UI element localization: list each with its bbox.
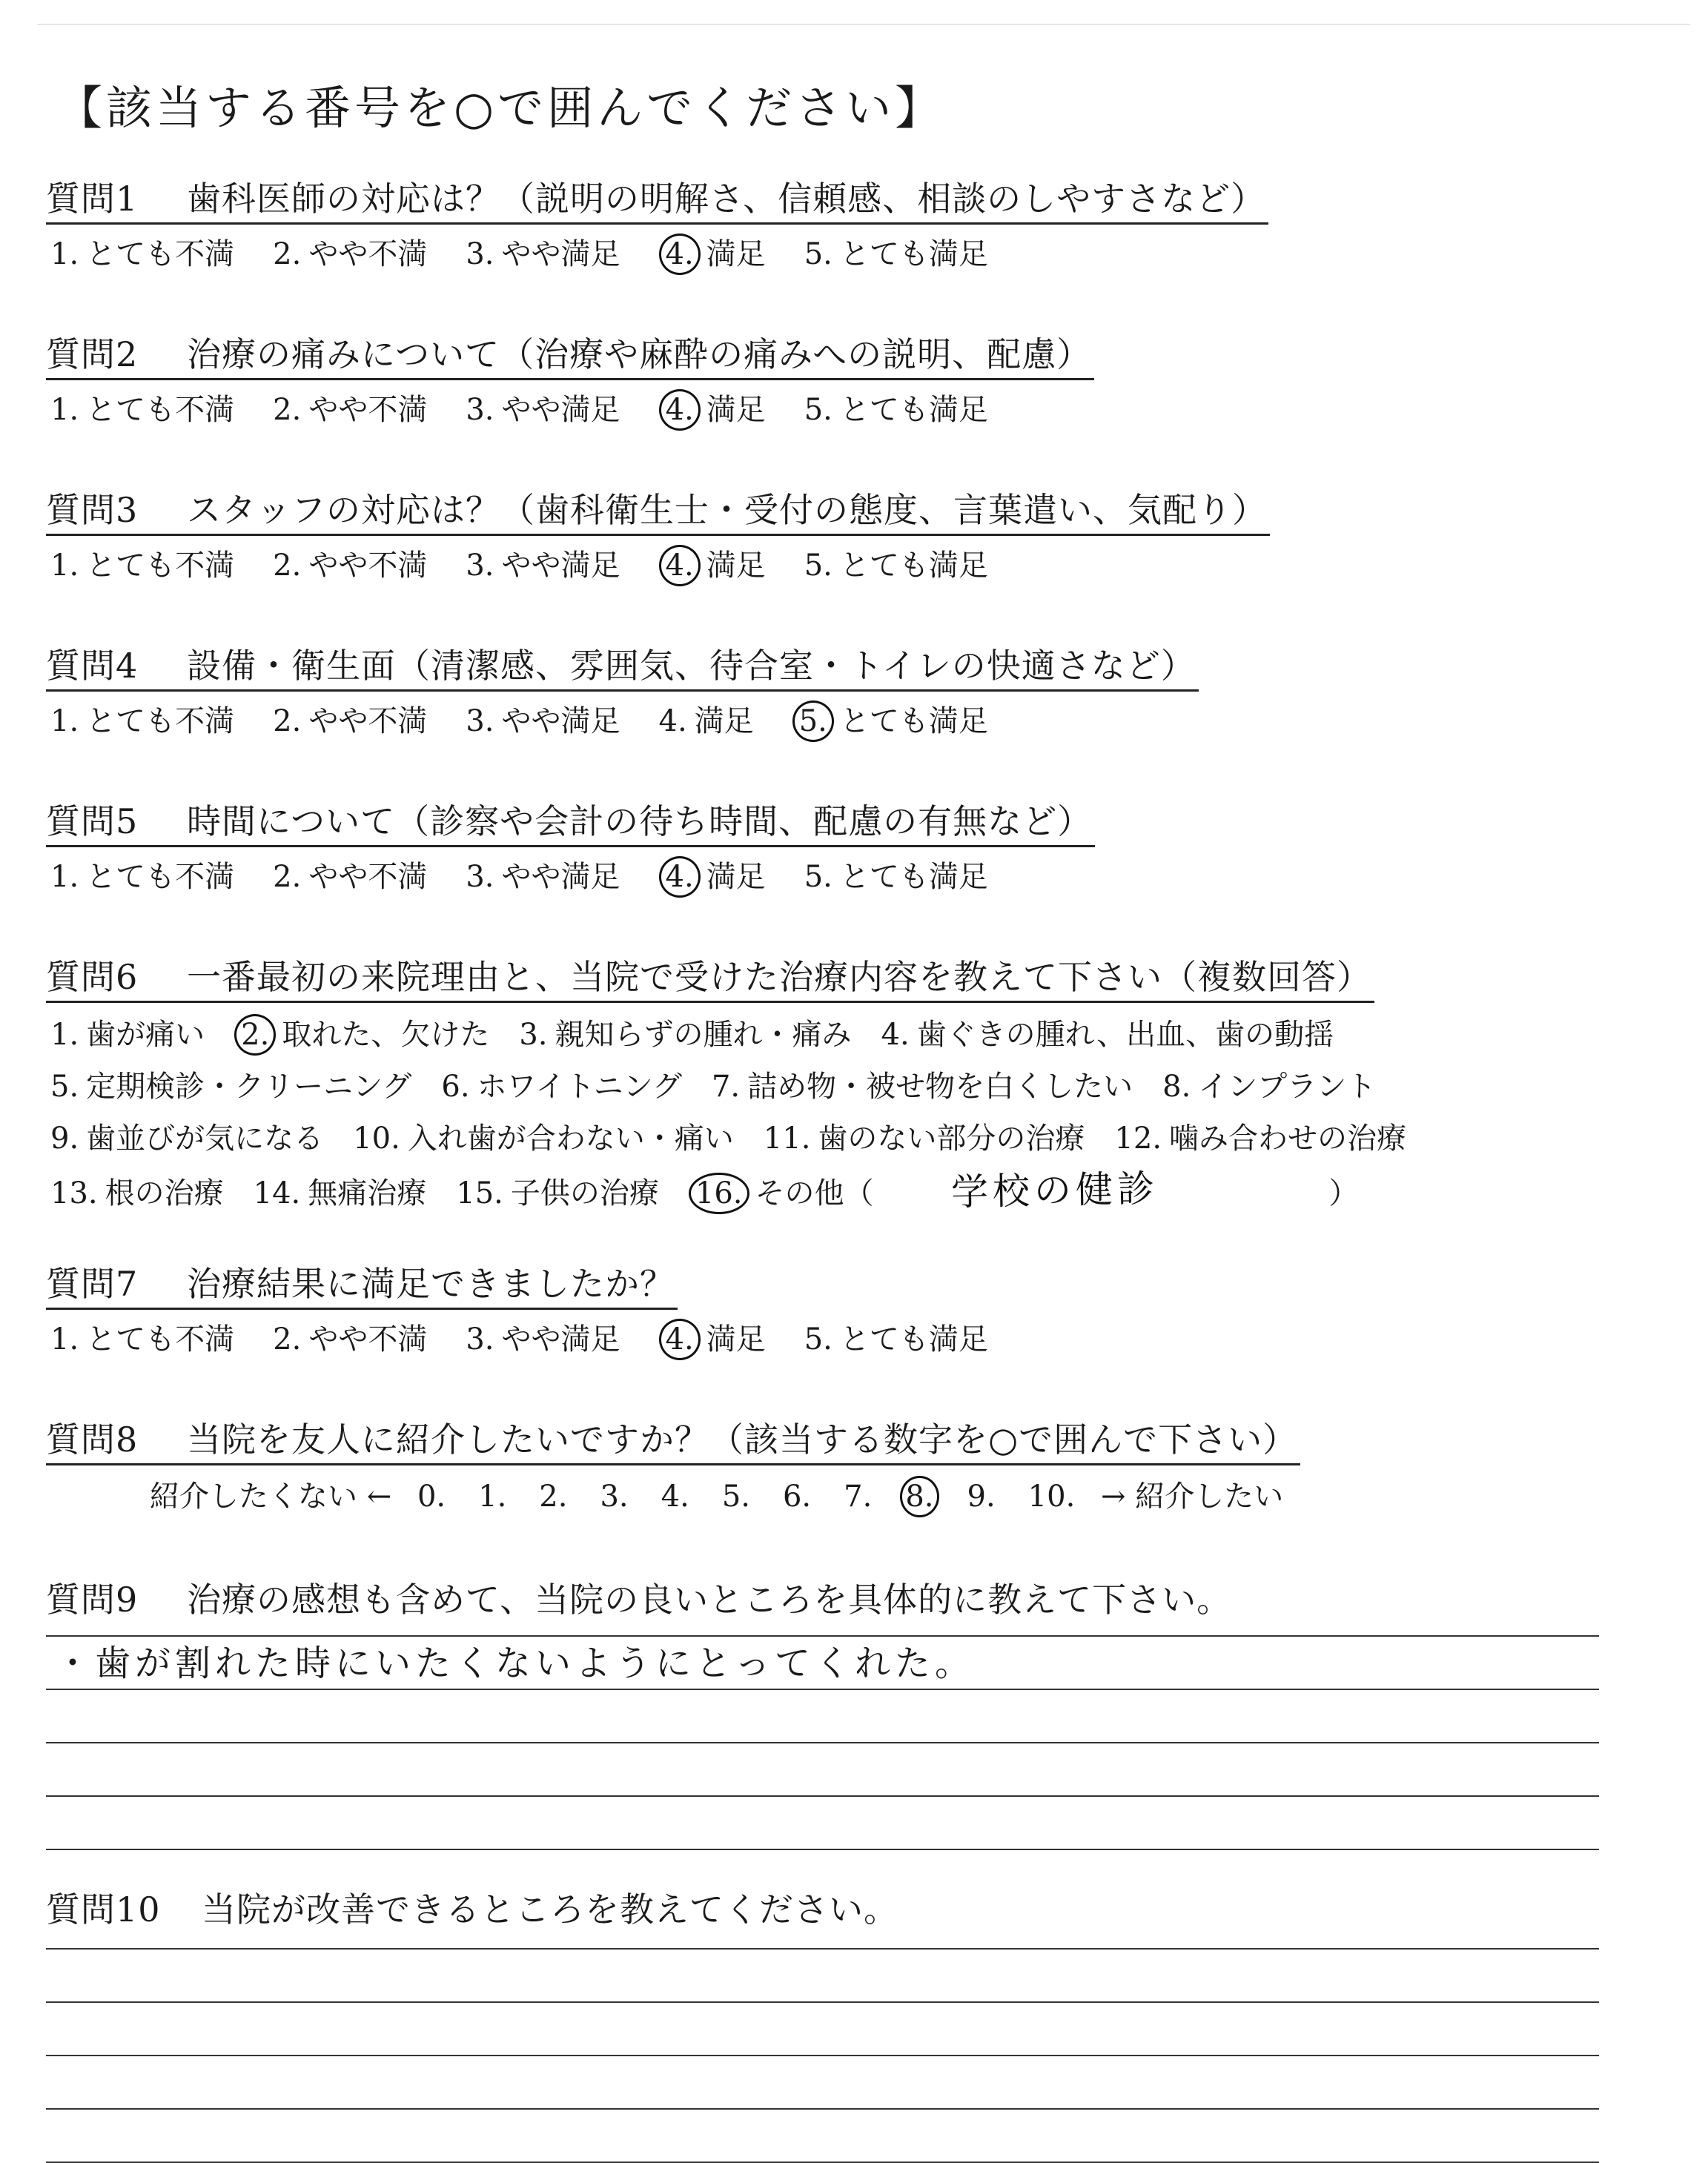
option-number: 2.: [273, 237, 302, 271]
closing-paren: ）: [1328, 1176, 1359, 1210]
option-number: 8.: [1162, 1070, 1191, 1104]
option-label: やや不満: [308, 860, 428, 894]
option-label: とても不満: [86, 860, 235, 894]
option-label: やや満足: [501, 237, 620, 271]
scale-value[interactable]: 6.: [782, 1480, 812, 1514]
recommend-scale: [46, 1473, 1300, 1520]
option-number: 5.: [804, 237, 833, 271]
rating-option[interactable]: [466, 853, 620, 901]
option-number: 2.: [273, 549, 302, 583]
option-label: とても不満: [86, 549, 235, 583]
rating-option[interactable]: [50, 542, 234, 589]
question-5: [46, 798, 1095, 901]
option-number: 1.: [50, 393, 79, 427]
question-title: 質問1 歯科医師の対応は？（説明の明解さ、信頼感、相談のしやすさなど）: [46, 175, 1268, 225]
reason-option[interactable]: [353, 1113, 734, 1165]
question-title: 質問10 当院が改善できるところを教えてください。: [46, 1889, 898, 1930]
rating-option[interactable]: [659, 386, 766, 434]
answer-line[interactable]: [46, 1797, 1599, 1850]
rating-option[interactable]: [50, 853, 234, 901]
option-label: とても満足: [839, 237, 988, 271]
answer-line[interactable]: [46, 2110, 1599, 2163]
question-title: 質問2 治療の痛みについて（治療や麻酔の痛みへの説明、配慮）: [46, 331, 1094, 380]
option-label: とても満足: [839, 860, 988, 894]
option-label: インプラント: [1198, 1070, 1377, 1104]
rating-option[interactable]: [659, 542, 766, 589]
rating-option[interactable]: [50, 1316, 234, 1363]
option-number: 1.: [50, 1018, 79, 1052]
reason-row: [46, 1061, 1431, 1113]
option-label: とても不満: [86, 237, 235, 271]
option-number: 6.: [441, 1070, 470, 1104]
rating-option[interactable]: [804, 542, 988, 589]
reason-option[interactable]: [50, 1113, 323, 1165]
answer-line[interactable]: [46, 1896, 1599, 1950]
question-7: [46, 1260, 1022, 1363]
circled-number: 4.: [659, 233, 701, 275]
reason-option[interactable]: [1114, 1113, 1406, 1165]
option-label: ホワイトニング: [477, 1070, 682, 1104]
circled-number: 4.: [659, 1319, 701, 1360]
option-number: 3.: [466, 393, 494, 427]
reason-row: [46, 1165, 1431, 1219]
scale-value[interactable]: 0.: [417, 1480, 446, 1514]
reason-row: [46, 1009, 1431, 1061]
option-number: 11.: [763, 1122, 811, 1156]
reason-row: [46, 1113, 1431, 1165]
circled-scale-value[interactable]: 8.: [900, 1476, 939, 1517]
answer-line[interactable]: [46, 1743, 1599, 1797]
option-number: 5.: [804, 1322, 833, 1357]
option-number: 1.: [50, 549, 79, 583]
rating-options: [46, 853, 1095, 901]
option-label: やや不満: [308, 704, 428, 738]
option-label: やや満足: [501, 860, 620, 894]
scale-value[interactable]: 10.: [1027, 1480, 1076, 1514]
option-label: 取れた、欠けた: [282, 1018, 490, 1052]
option-number: 4.: [658, 704, 687, 738]
option-label: とても不満: [86, 393, 235, 427]
option-label: やや満足: [501, 549, 620, 583]
handwritten-answer: ・歯が割れた時にいたくないようにとってくれた。: [55, 1643, 976, 1684]
rating-option[interactable]: [50, 698, 234, 745]
rating-option[interactable]: [792, 698, 988, 745]
question-title: 質問9 治療の感想も含めて、当院の良いところを具体的に教えて下さい。: [46, 1580, 1232, 1620]
rating-options: [46, 231, 1268, 278]
option-number: 7.: [711, 1070, 741, 1104]
option-number: 3.: [466, 860, 494, 894]
option-label: 満足: [706, 237, 766, 271]
option-number: 3.: [466, 237, 494, 271]
option-label: 歯が痛い: [86, 1018, 205, 1052]
rating-option[interactable]: [466, 386, 620, 434]
option-number: 10.: [353, 1122, 400, 1156]
option-number: 1.: [50, 704, 79, 738]
option-number: 14.: [253, 1176, 301, 1210]
rating-options: [46, 1316, 1022, 1363]
rating-option[interactable]: [50, 231, 234, 278]
question-title: 質問3 スタッフの対応は？（歯科衛生士・受付の態度、言葉遣い、気配り）: [46, 486, 1270, 536]
rating-option[interactable]: [466, 542, 620, 589]
reason-option[interactable]: [1162, 1061, 1376, 1113]
scale-right-label: → 紹介したい: [1101, 1480, 1284, 1514]
reason-option[interactable]: [50, 1009, 205, 1061]
option-label: 歯ぐきの腫れ、出血、歯の動揺: [916, 1018, 1334, 1052]
option-label: とても不満: [86, 704, 235, 738]
circled-number: 4.: [659, 856, 701, 898]
option-number: 4.: [881, 1018, 910, 1052]
question-3: [46, 486, 1270, 589]
option-label: やや不満: [308, 393, 428, 427]
reason-option[interactable]: [881, 1009, 1334, 1061]
option-number: 1.: [50, 1322, 79, 1357]
option-label: 満足: [706, 1322, 766, 1357]
option-number: 5.: [804, 549, 833, 583]
circled-number: 4.: [659, 389, 701, 431]
answer-lines-q10: [46, 1896, 1599, 2163]
option-number: 13.: [50, 1176, 98, 1210]
rating-option[interactable]: [273, 542, 427, 589]
reason-options: [46, 1009, 1431, 1219]
question-1: [46, 175, 1268, 278]
option-label: 定期検診・クリーニング: [86, 1070, 412, 1104]
reason-option[interactable]: [50, 1061, 411, 1113]
reason-option[interactable]: [50, 1167, 224, 1219]
option-label: やや不満: [308, 237, 428, 271]
option-label: 満足: [706, 549, 766, 583]
option-label: その他（: [755, 1176, 874, 1210]
rating-options: [46, 386, 1094, 434]
question-title: 質問4 設備・衛生面（清潔感、雰囲気、待合室・トイレの快適さなど）: [46, 642, 1199, 692]
scale-left-label: 紹介したくない ←: [150, 1480, 392, 1514]
rating-option[interactable]: [659, 1316, 766, 1363]
option-label: やや満足: [501, 393, 620, 427]
option-label: とても満足: [839, 1322, 988, 1357]
rating-option[interactable]: [804, 386, 988, 434]
option-label: 詰め物・被せ物を白くしたい: [747, 1070, 1133, 1104]
circled-number: 2.: [234, 1014, 276, 1056]
option-label: やや満足: [501, 1322, 620, 1357]
option-label: とても満足: [839, 549, 988, 583]
question-title: 質問8 当院を友人に紹介したいですか？（該当する数字を○で囲んで下さい）: [46, 1416, 1300, 1465]
option-label: 満足: [694, 704, 754, 738]
question-title: 質問7 治療結果に満足できましたか？: [46, 1260, 678, 1310]
rating-option[interactable]: [659, 853, 766, 901]
rating-option[interactable]: [659, 698, 754, 745]
option-number: 2.: [273, 860, 302, 894]
rating-option[interactable]: [466, 1316, 620, 1363]
reason-option[interactable]: [441, 1061, 682, 1113]
option-number: 9.: [50, 1122, 79, 1156]
option-label: やや不満: [308, 1322, 428, 1357]
question-2: [46, 331, 1094, 434]
answer-lines-q9: [46, 1583, 1599, 1850]
option-number: 3.: [466, 1322, 494, 1357]
scale-value[interactable]: 3.: [600, 1480, 629, 1514]
scale-value[interactable]: 1.: [478, 1480, 507, 1514]
scale-value[interactable]: 9.: [967, 1480, 996, 1514]
option-label: 子供の治療: [510, 1176, 659, 1210]
question-title: 質問5 時間について（診察や会計の待ち時間、配慮の有無など）: [46, 798, 1095, 847]
rating-options: [46, 542, 1270, 589]
question-6: [46, 953, 1431, 1219]
option-label: 歯並びが気になる: [86, 1122, 324, 1156]
option-label: とても満足: [839, 704, 988, 738]
circled-number: 5.: [792, 700, 834, 742]
answer-line[interactable]: [46, 2003, 1599, 2056]
question-title: 質問6 一番最初の来院理由と、当院で受けた治療内容を教えて下さい（複数回答）: [46, 953, 1374, 1003]
scale-value[interactable]: 4.: [661, 1480, 689, 1514]
answer-line[interactable]: [46, 1690, 1599, 1743]
option-number: 15.: [456, 1176, 503, 1210]
top-edge-rule: [37, 24, 1690, 25]
option-label: 親知らずの腫れ・痛み: [555, 1018, 852, 1052]
reason-option[interactable]: [519, 1009, 851, 1061]
rating-option[interactable]: [804, 1316, 988, 1363]
option-label: やや不満: [308, 549, 428, 583]
option-number: 1.: [50, 860, 79, 894]
option-number: 3.: [466, 549, 494, 583]
answer-line[interactable]: [46, 2056, 1599, 2110]
reason-option[interactable]: [456, 1167, 659, 1219]
scale-value[interactable]: 7.: [844, 1480, 873, 1514]
option-number: 2.: [273, 704, 302, 738]
scale-value[interactable]: 2.: [539, 1480, 568, 1514]
answer-line[interactable]: [46, 1583, 1599, 1637]
page-title: 【該当する番号を○で囲んでください】: [56, 81, 945, 135]
option-label: 満足: [706, 860, 766, 894]
rating-option[interactable]: [804, 853, 988, 901]
option-number: 5.: [50, 1070, 79, 1104]
option-number: 2.: [273, 1322, 302, 1357]
rating-option[interactable]: [659, 231, 766, 278]
option-number: 2.: [273, 393, 302, 427]
option-label: やや満足: [501, 704, 620, 738]
option-label: とても不満: [86, 1322, 235, 1357]
rating-option[interactable]: [804, 231, 988, 278]
option-label: 歯のない部分の治療: [818, 1122, 1085, 1156]
handwritten-other-answer: 学校の健診: [950, 1167, 1159, 1214]
rating-option[interactable]: [50, 386, 234, 434]
option-number: 12.: [1114, 1122, 1162, 1156]
rating-option[interactable]: [273, 386, 427, 434]
question-4: [46, 642, 1199, 745]
reason-option[interactable]: [764, 1113, 1085, 1165]
answer-line[interactable]: [46, 1950, 1599, 2003]
answer-line[interactable]: [46, 1637, 1599, 1690]
rating-option[interactable]: [273, 1316, 427, 1363]
option-label: 入れ歯が合わない・痛い: [407, 1122, 734, 1156]
option-label: 無痛治療: [308, 1176, 427, 1210]
scale-value[interactable]: 5.: [721, 1480, 750, 1514]
reason-option[interactable]: [254, 1167, 427, 1219]
option-label: 根の治療: [105, 1176, 224, 1210]
rating-option[interactable]: [273, 853, 427, 901]
rating-options: [46, 698, 1199, 745]
option-number: 3.: [466, 704, 494, 738]
rating-option[interactable]: [273, 231, 427, 278]
option-label: 満足: [706, 393, 766, 427]
reason-option[interactable]: [234, 1009, 489, 1061]
scale-values: [401, 1480, 1091, 1514]
rating-option[interactable]: [466, 698, 620, 745]
option-label: とても満足: [839, 393, 988, 427]
option-number: 5.: [804, 393, 833, 427]
reason-option[interactable]: [712, 1061, 1133, 1113]
rating-option[interactable]: [273, 698, 427, 745]
rating-option[interactable]: [466, 231, 620, 278]
option-number: 5.: [804, 860, 833, 894]
option-number: 1.: [50, 237, 79, 271]
circled-number: 16.: [689, 1173, 749, 1214]
option-label: 噛み合わせの治療: [1169, 1122, 1407, 1156]
option-number: 3.: [519, 1018, 548, 1052]
reason-option[interactable]: [689, 1167, 874, 1219]
circled-number: 4.: [659, 545, 701, 586]
question-8: [46, 1416, 1300, 1520]
